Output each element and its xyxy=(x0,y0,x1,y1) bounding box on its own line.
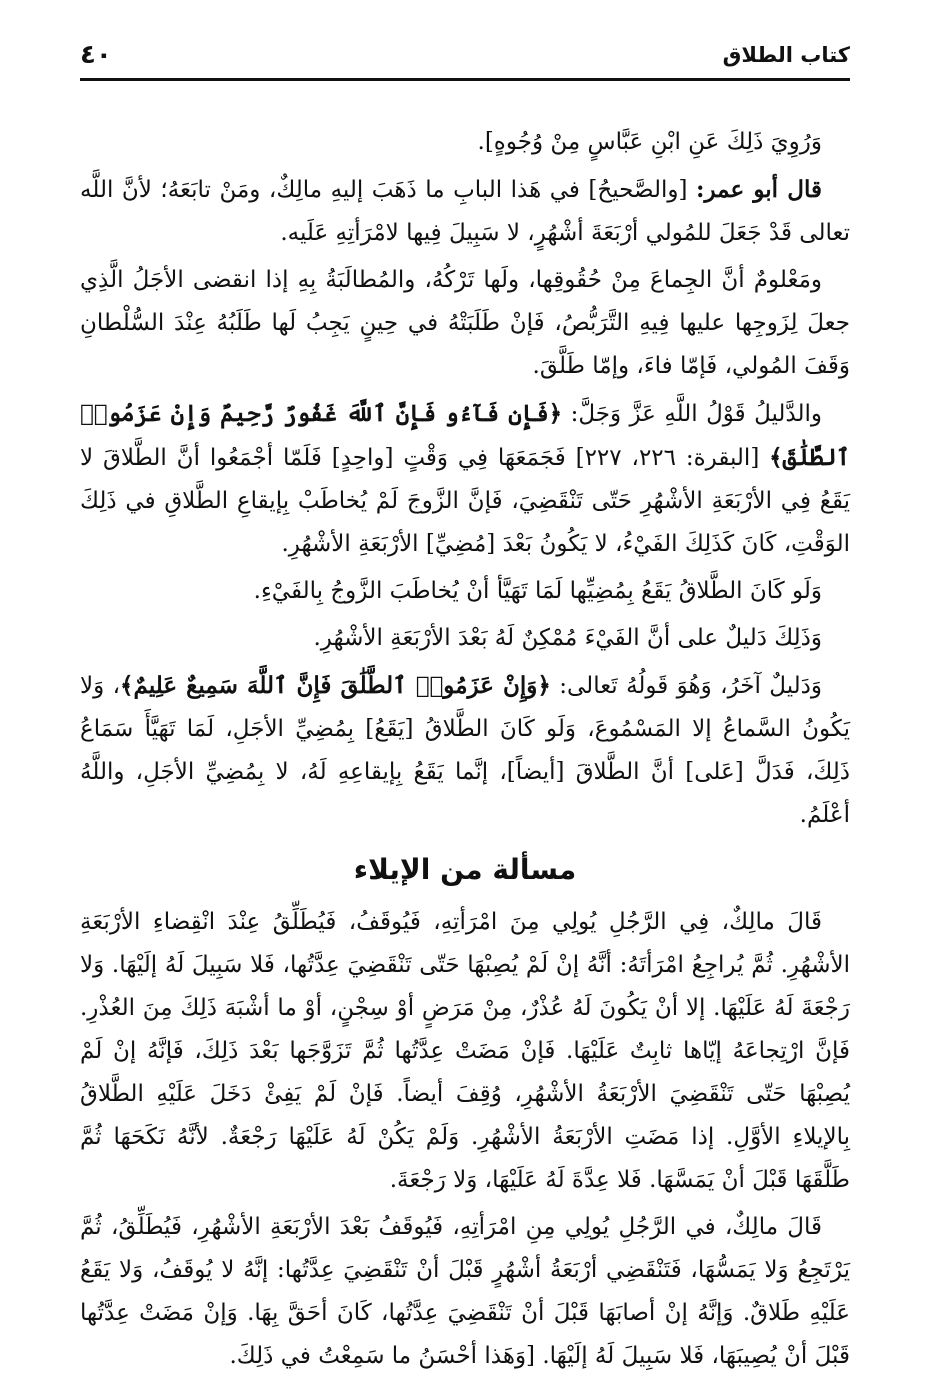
paragraph-8: قَالَ مالِكٌ، فِي الرَّجُلِ يُولِي مِنَ امْرَأتِهِ، فَيُوقَفُ، فَيُطَلِّقُ عِنْدَ انْقِضاءِ الأرْبَعَةِ الأشْهُرِ. ثُمَّ يُراجِعُ امْرَأتَهُ: أنَّهُ إنْ لَمْ يُصِبْهَا حَتّى تَنْقَضِيَ عِدَّتُها، فَلا سَبِيلَ لَهُ إلَيْهَا. وَلا رَجْعَةَ لَهُ عَلَيْهَا. إلا أنْ يَكُونَ لَهُ عُذْرٌ، مِنْ مَرَضٍ أوْ سِجْنٍ، أوْ ما أشْبَهَ ذَلِكَ مِنَ العُذْرِ. فَإنَّ ارْتِجاعَهُ إيّاها ثابِتٌ عَلَيْهَا. فَإنْ مَضَتْ عِدَّتُها ثُمَّ تَزَوَّجَها بَعْدَ ذَلِكَ، فَإنَّهُ إنْ لَمْ يُصِبْهَا حَتّى تَنْقَضِيَ الأرْبَعَةُ الأشْهُرِ، وُقِفَ أيضاً. فَإنْ لَمْ يَفِئْ دَخَلَ عَلَيْهِ الطَّلاقُ بِالإيلاءِ الأوَّلِ. إذا مَضَتِ الأرْبَعَةُ الأشْهُرِ. وَلَمْ يَكُنْ لَهُ عَلَيْهَا رَجْعَةٌ. لأنَّهُ نَكَحَهَا ثُمَّ طَلَّقَهَا قَبْلَ أنْ يَمَسَّهَا. فَلا عِدَّةَ لَهُ عَلَيْهَا، وَلا رَجْعَةَ. xyxy=(80,909,850,1193)
running-header xyxy=(80,40,850,81)
paragraph-7 xyxy=(80,664,850,837)
quran-verse: ﴿فَإِن فَآءُو فَإِنَّ ٱللَّهَ غَفُورٌ رَّحِيمٌ وَإِنْ عَزَمُوا۟ ٱلطَّلَٰقَ﴾ xyxy=(80,400,851,471)
paragraph-7-intro: وَدَليلٌ آخَرُ، وَهُوَ قَولُهُ تَعالى: xyxy=(559,673,822,699)
paragraph-4-text: [البقرة: ٢٢٦، ٢٢٧] فَجَمَعَهَا فِي وَقْتٍ [واحِدٍ] فَلَمّا أجْمَعُوا أنَّ الطَّلاقَ لا يَقَعُ فِي الأرْبَعَةِ الأشْهُرِ حَتّى تَنْقَضِيَ، فَإنَّ الزَّوجَ لَمْ يُخاطَبْ بِإيقاعِ الطَّلاقِ في ذَلِكَ الوَقْتِ، كَانَ كَذَلِكَ الفَيْءُ، لا يَكُونُ بَعْدَ [مُضِيِّ] الأرْبَعَةِ الأشْهُرِ. xyxy=(80,445,850,557)
speaker-label: قال أبو عمر: xyxy=(695,176,823,203)
paragraph-4 xyxy=(80,392,850,566)
paragraph-9: قَالَ مالِكٌ، في الرَّجُلِ يُولِي مِنِ امْرَأتِهِ، فَيُوقَفُ بَعْدَ الأرْبَعَةِ الأشْهُرِ، فَيُطَلِّقُ، ثُمَّ يَرْتَجِعُ وَلا يَمَسُّهَا، فَتَنْقَضِي أرْبَعَةُ أشْهُرٍ قَبْلَ أنْ تَنْقَضِيَ عِدَّتُها: إنَّهُ لا يُوقَفُ، وَلا يَقَعُ عَلَيْهِ طَلاقٌ. وَإنَّهُ إنْ أصابَهَا قَبْلَ أنْ تَنْقَضِيَ عِدَّتُها، كَانَ أحَقَّ بِهَا. وَإنْ مَضَتْ عِدَّتُها قَبْلَ أنْ يُصِيبَهَا، فَلا سَبِيلَ لَهُ إلَيْهَا. [وَهَذا أحْسَنُ ما سَمِعْتُ في ذَلِكَ. xyxy=(80,1214,850,1369)
page-body xyxy=(80,121,850,1378)
paragraph-2 xyxy=(80,168,850,255)
paragraph-3: ومَعْلومٌ أنَّ الجِماعَ مِنْ حُقُوقِها، ولَها تَرْكُهُ، والمُطالَبَةُ بِهِ إذا انقضى الأجَلُ الَّذِي جعلَ لِزَوجِها عليها فِيهِ التَّرَبُّصُ، فَإنْ طَلَبَتْهُ في حِينٍ يَجِبُ لَها طَلَبُهُ عِنْدَ السُّلْطانِ وَقَفَ المُولي، فَإمّا فاءَ، وإمّا طَلَّقَ. xyxy=(80,267,850,379)
paragraph-5: وَلَو كَانَ الطَّلاقُ يَقَعُ بِمُضِيِّها لَمَا تَهَيَّأ أنْ يُخاطَبَ الزَّوجُ بِالفَيْءِ. xyxy=(253,578,822,604)
paragraph-1: وَرُوِيَ ذَلِكَ عَنِ ابْنِ عَبَّاسٍ مِنْ وُجُوهٍ]. xyxy=(477,129,822,155)
paragraph-4-intro: والدَّليلُ قَوْلُ اللَّهِ عَزَّ وَجَلَّ: xyxy=(570,401,823,427)
paragraph-6: وَذَلِكَ دَليلٌ على أنَّ الفَيْءَ مُمْكِنٌ لَهُ بَعْدَ الأرْبَعَةِ الأشْهُرِ. xyxy=(313,625,822,651)
quran-verse: ﴿وَإِنْ عَزَمُوا۟ ٱلطَّلَٰقَ فَإِنَّ ٱللَّهَ سَمِيعٌ عَلِيمٌ﴾ xyxy=(120,672,551,699)
section-heading: مسألة من الإيلاء xyxy=(353,853,577,886)
page-number: ٤٠ xyxy=(80,40,112,70)
book-title: كتاب الطلاق xyxy=(722,43,850,67)
paragraph-2-text: [والصَّحيحُ] في هَذا البابِ ما ذَهَبَ إليهِ مالِكٌ، ومَنْ تابَعَهُ؛ لأنَّ اللَّه تعالى قَدْ جَعَلَ للمُولي أرْبَعَةَ أشْهُرٍ، لا سَبِيلَ فِيها لامْرَأتِهِ عَلَيه. xyxy=(80,177,850,246)
paragraph-7-text: ، وَلا يَكُونُ السَّماعُ إلا المَسْمُوعَ، وَلَو كَانَ الطَّلاقُ [يَقَعُ] بِمُضِيِّ الأجَلِ، لَمَا تَهَيَّأَ سَمَاعُ ذَلِكَ، فَدَلَّ [عَلى] أنَّ الطَّلاقَ [أيضاً]، إنَّما يَقَعُ بِإيقاعِهِ لَهُ، لا بِمُضِيِّ الأجَلِ، واللَّهُ أعْلَمُ. xyxy=(80,673,850,828)
